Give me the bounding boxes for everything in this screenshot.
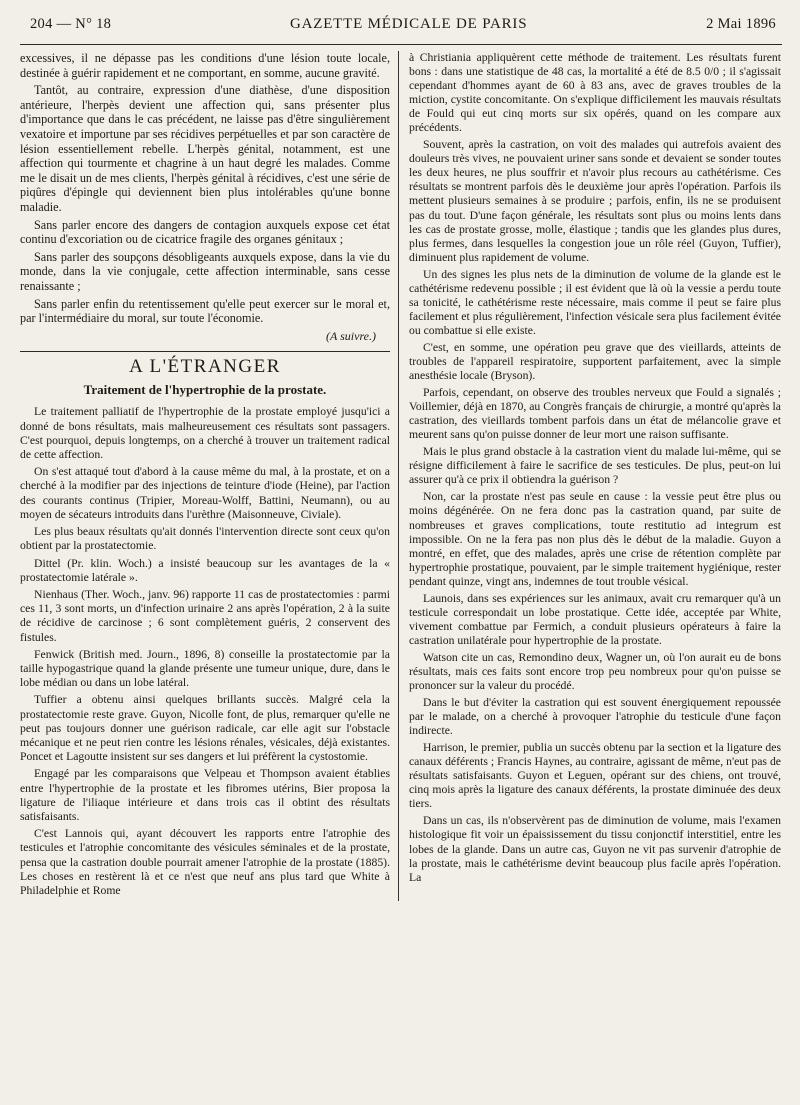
two-column-body (20, 51, 782, 901)
paragraph: Souvent, après la castration, on voit des malades qui autrefois avaient des douleurs très vives, ne pouvaient uriner sans sonde et devaient se sonder toutes les deux heures, ne plus souffrir et n'avoir plus recours au cathétérisme. Ces résultats se montrent parfois dès le deuxième jour après l'opération. Parfois ils mettent plusieurs semaines à se produire ; parfois, enfin, ils ne se produisent pas du tout. D'une façon générale, les résultats sont plus ou moins lents dans les cas de prostate grosse, molle, élastique ; tandis que les glandes plus dures, plus fermes, dans lesquelles la congestion joue un rôle réel (Guyon, Tuffier), diminuent plus rapidement de volume. (409, 138, 781, 264)
paragraph: à Christiania appliquèrent cette méthode de traitement. Les résultats furent bons : dans une statistique de 48 cas, la mortalité a été de 8.5 0/0 ; il s'agissait cependant d'hommes ayant de 60 à 83 ans, avec de graves troubles de la miction, cystite concomitante. On s'explique difficilement les mauvais résultats de Fould qui eut cinq morts sur six opérés, quand on les compare aux précédents. (409, 51, 781, 135)
paragraph: Parfois, cependant, on observe des troubles nerveux que Fould a signalés ; Voillemier, déjà en 1870, au Congrès français de chirurgie, a montré qu'après la castration, des vieillards tombent parfois dans un état de mélancolie grave et meurent sans qu'on puisse donner de leur mort une raison suffisante. (409, 386, 781, 442)
paragraph: Fenwick (British med. Journ., 1896, 8) conseille la prostatectomie par la taille hypogastrique quand la glande présente une tumeur unique, dure, dans le lobe médian ou dans un lobe latéral. (20, 647, 390, 690)
paragraph: Sans parler encore des dangers de contagion auxquels expose cet état continu d'excoriation ou de cicatrice fragile des organes génitaux ; (20, 217, 390, 247)
paragraph: Launois, dans ses expériences sur les animaux, avait cru remarquer qu'à un testicule correspondait un lobe prostatique. Cette idée, acceptée par White, vivement combattue par Fermich, a conduit plusieurs opérateurs à faire la castration unilatérale pour hypertrophie de la prostate. (409, 591, 781, 647)
issue-date: 2 Mai 1896 (706, 16, 776, 32)
paragraph: Harrison, le premier, publia un succès obtenu par la section et la ligature des canaux déférents ; Francis Haynes, au contraire, agissant de même, n'eut pas de résultats satisfaisants. Guyon et Leguen, opérant sur des chiens, ont trouvé, cinq mois après la ligature des canaux déférents, la prostate diminuée des deux tiers. (409, 741, 781, 811)
paragraph: excessives, il ne dépasse pas les conditions d'une lésion toute locale, destinée à guérir rapidement et ne comportant, en somme, aucune gravité. (20, 51, 390, 80)
left-column (20, 51, 398, 901)
paragraph: Engagé par les comparaisons que Velpeau et Thompson avaient établies entre l'hypertrophie de la prostate et les fibromes utérins, Bier proposa la ligature de l'iliaque intérieure et dans trois cas il obtint des résultats satisfaisants. (20, 767, 390, 823)
paragraph: Watson cite un cas, Remondino deux, Wagner un, où l'on aurait eu de bons résultats, mais ces faits sont encore trop peu nombreux pour qu'on puisse se prononcer sur la valeur du procédé. (409, 650, 781, 693)
section-divider (20, 351, 390, 352)
paragraph: Non, car la prostate n'est pas seule en cause : la vessie peut être plus ou moins dégénérée. On ne fera donc pas la castration quand, par suite de nombreuses et graves complications, toute restitutio ad integrum est impossible. On ne la fera pas non plus dès le début de la maladie. Guyon a montré, en effet, que des malades, après une crise de rétention complète par hypertrophie prostatique, pouvaient, par le simple traitement hygiénique, rester pendant quinze, vingt ans, indemnes de tout trouble vésical. (409, 490, 781, 588)
paragraph: Un des signes les plus nets de la diminution de volume de la glande est le cathétérisme redevenu possible ; il est évident que là où la vessie a perdu toute sa tonicité, le cathétérisme reste nécessaire, mais comme il peut se faire plus facilement et plus régulièrement, l'infection vésicale sera plus facilement évitée ou combattue si elle existe. (409, 267, 781, 337)
paragraph: Sans parler enfin du retentissement qu'elle peut exercer sur le moral et, par l'intermédiaire du moral, sur toute l'économie. (20, 296, 390, 326)
paragraph: Tantôt, au contraire, expression d'une diathèse, d'une disposition antérieure, l'herpès devient une affection qui, sans présenter plus d'importance que dans le cas précédent, ne laisse pas d'être singulièrement vexatoire et importune par ses récidives perpétuelles et par son caractère de lésion essentiellement rebelle. L'herpès génital, notamment, est une affection qui tourmente et chagrine à un haut degré les malades. Comme me le disait un de mes clients, l'herpès génital à récidives, c'est une série de piqûres d'épingle qui deviennent bien plus intolérables qu'une bonne maladie. (20, 83, 390, 214)
journal-title: GAZETTE MÉDICALE DE PARIS (289, 16, 528, 32)
article-body-left (20, 405, 390, 898)
right-column (399, 51, 781, 901)
running-header (20, 16, 782, 45)
to-be-continued: (A suivre.) (326, 328, 376, 343)
paragraph: Les plus beaux résultats qu'ait donnés l'intervention directe sont ceux qu'on obtient par la prostatectomie. (20, 525, 390, 553)
paragraph: Nienhaus (Ther. Woch., janv. 96) rapporte 11 cas de prostatectomies : parmi ces 11, 3 sont morts, un d'infection urinaire 2 ans après l'opération, 2 à la suite de récidive de carcinose ; 6 sont complètement guéris, 2 conservent des fistules. (20, 587, 390, 644)
paragraph: Dans un cas, ils n'observèrent pas de diminution de volume, mais l'examen histologique fit voir un épaississement du tissu conjonctif interstitiel, entre les lobes de la glande. Dans un autre cas, Guyon ne vit pas survenir d'atrophie de la prostate, mais le cathétérisme devint beaucoup plus facile après l'opération. La (409, 814, 781, 884)
paragraph: Dans le but d'éviter la castration qui est souvent énergiquement repoussée par le malade, on a cherché à provoquer l'atrophie du testicule d'une façon indirecte. (409, 696, 781, 738)
paragraph: Sans parler des soupçons désobligeants auxquels expose, dans la vie du monde, dans la vie conjugale, cette affection interminable, sans cesse renaissante ; (20, 249, 390, 293)
section-title: A L'ÉTRANGER (129, 356, 281, 378)
page-number: 204 — N° 18 (30, 16, 112, 32)
paragraph: C'est, en somme, une opération peu grave que des vieillards, atteints de troubles de l'appareil respiratoire, supportent parfaitement, avec la simple anesthésie locale (Bryson). (409, 340, 781, 383)
paragraph: Le traitement palliatif de l'hypertrophie de la prostate employé jusqu'ici a donné de bons résultats, mais malheureusement ces résultats sont passagers. C'est pourquoi, depuis longtemps, on a cherché à trouver un traitement radical de cette affection. (20, 405, 390, 462)
paragraph: On s'est attaqué tout d'abord à la cause même du mal, à la prostate, et on a cherché à la modifier par des injections de teinture d'iode (Heine), par l'action des courants continus (Tripier, Moreau-Wolff, Battini, Neumann), ou au moyen de sécateurs introduits dans l'urèthre (Maisonneuve, Civiale). (20, 465, 390, 521)
article-subtitle: Traitement de l'hypertrophie de la prostate. (83, 381, 327, 397)
paragraph: C'est Lannois qui, ayant découvert les rapports entre l'atrophie des testicules et l'atrophie concomitante des vésicules séminales et de la prostate, pensa que la castration double pourrait amener l'atrophie de la prostate (1885). Les choses en restèrent là et ce n'est que neuf ans plus tard que White à Philadelphie et Rome (20, 827, 390, 897)
paragraph: Dittel (Pr. klin. Woch.) a insisté beaucoup sur les avantages de la « prostatectomie latérale ». (20, 556, 390, 584)
paragraph: Mais le plus grand obstacle à la castration vient du malade lui-même, qui se résigne difficilement à faire le sacrifice de ses testicules. De plus, peut-on lui assurer qu'à ce prix il obtiendra la guérison ? (409, 445, 781, 487)
paragraph: Tuffier a obtenu ainsi quelques brillants succès. Malgré cela la prostatectomie reste grave. Guyon, Nicolle font, de plus, remarquer qu'elle ne peut pas toujours donner une guérison radicale, car elle agit sur l'obstacle mécanique et ne peut rien contre les lésions rénales, vésicales, déjà existantes. Poncet et Lagoutte insistent sur ses dangers et lui préfèrent la cystostomie. (20, 693, 390, 764)
